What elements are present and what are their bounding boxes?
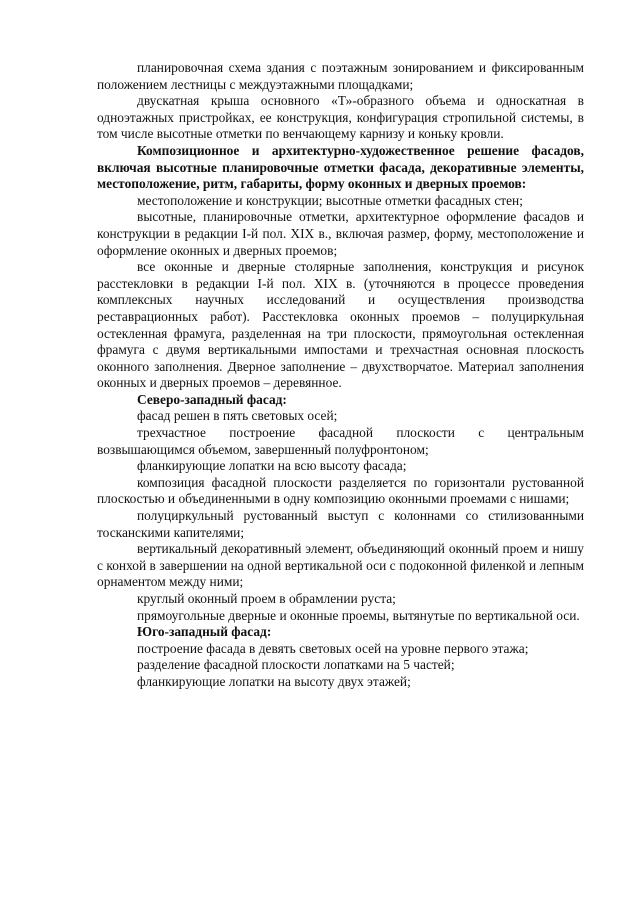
paragraph-facade-design: высотные, планировочные отметки, архитектурное оформление фасадов и конструкции в редакции I-й пол. XIX в., включая размер, форму, местоположение и оформление оконных и дверных проемов; — [97, 209, 584, 258]
paragraph-vertical-element: вертикальный декоративный элемент, объединяющий оконный проем и нишу с конхой в завершении на одной вертикальной оси с подоконной филенкой и лепным орнаментом между ними; — [97, 541, 584, 590]
paragraph-nine-axes: построение фасада в девять световых осей на уровне первого этажа; — [137, 640, 529, 656]
paragraph-three-part: трехчастное построение фасадной плоскости с центральным возвышающимся объемом, завершенный полуфронтоном; — [97, 425, 584, 457]
paragraph-window-fillings: все оконные и дверные столярные заполнения, конструкция и рисунок расстекловки в редакции I-й пол. XIX в. (уточняются в процессе проведения комплексных научных исследований и осуществления производства реставрационных работ). Расстекловка оконных проемов – полуциркульная остекленная фрамуга, разделенная на три плоскости, прямоугольная остекленная фрамуга с двумя вертикальными импостами и трехчастная основная плоскость оконного заполнения. Дверное заполнение – двухстворчатое. Материал заполнения оконных и дверных проемов – деревянное. — [97, 259, 584, 391]
paragraph-layout-scheme: планировочная схема здания с поэтажным зонированием и фиксированным положением лестницы с междуэтажными площадками; — [97, 60, 584, 92]
paragraph-five-parts: разделение фасадной плоскости лопатками на 5 частей; — [137, 657, 455, 673]
paragraph-two-storey-pilasters: фланкирующие лопатки на высоту двух этажей; — [137, 673, 411, 689]
paragraph-composition: композиция фасадной плоскости разделяется по горизонтали рустованной плоскостью и объединенными в одну композицию оконными проемами с нишами; — [97, 474, 584, 507]
paragraph-wall-heights: местоположение и конструкции; высотные отметки фасадных стен; — [137, 192, 523, 208]
section-heading-facades: Композиционное и архитектурно-художественное решение фасадов, включая высотные планировочные отметки фасада, декоративные элементы, местоположение, ритм, габариты, форму оконных и дверных проемов: — [97, 142, 584, 192]
paragraph-rectangular-openings: прямоугольные дверные и оконные проемы, вытянутые по вертикальной оси. — [137, 607, 580, 623]
paragraph-roof: двускатная крыша основного «Т»-образного объема и односкатная в одноэтажных пристройках, ее конструкция, конфигурация стропильной системы, в том числе высотные отметки по венчающему карнизу и коньку кровли. — [97, 93, 584, 142]
paragraph-flanking-pilasters: фланкирующие лопатки на всю высоту фасада; — [137, 458, 407, 474]
paragraph-round-window: круглый оконный проем в обрамлении руста; — [137, 591, 396, 606]
paragraph-five-axes: фасад решен в пять световых осей; — [137, 408, 338, 424]
document-page — [97, 60, 584, 691]
paragraph-rusticated-projection: полуциркульный рустованный выступ с колоннами со стилизованными тосканскими капителями; — [97, 508, 584, 540]
heading-southwest-facade: Юго-западный фасад: — [137, 624, 272, 640]
heading-northwest-facade: Северо-западный фасад: — [137, 391, 287, 407]
